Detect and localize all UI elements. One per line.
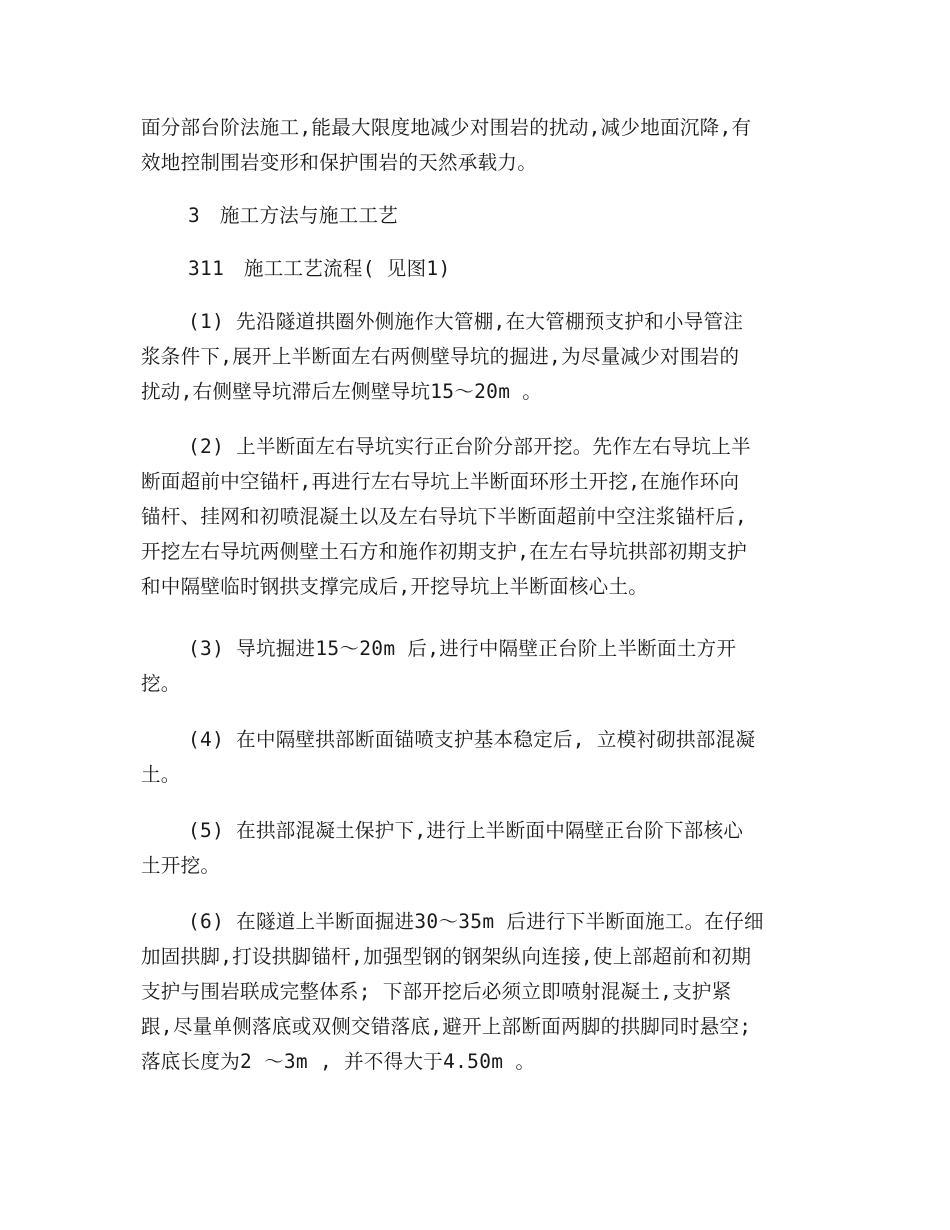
text-line: (3) 导坑掘进15～20m 后,进行中隔壁正台阶上半断面土方开 — [188, 637, 737, 660]
step-2-paragraph — [141, 429, 811, 604]
text-line: (6) 在隧道上半断面掘进30～35m 后进行下半断面施工。在仔细 — [188, 910, 764, 933]
text-line: 支护与围岩联成完整体系; 下部开挖后必须立即喷射混凝土,支护紧 — [141, 980, 732, 1003]
step-4-paragraph — [141, 722, 811, 792]
step-3-paragraph — [141, 631, 811, 701]
text-line: 扰动,右侧壁导坑滞后左侧壁导坑15～20m 。 — [141, 380, 543, 403]
text-line: 土。 — [141, 763, 181, 786]
step-5-paragraph — [141, 813, 811, 883]
text-line: (5) 在拱部混凝土保护下,进行上半断面中隔壁正台阶下部核心 — [188, 819, 744, 842]
text-line: (2) 上半断面左右导坑实行正台阶分部开挖。先作左右导坑上半 — [188, 435, 751, 458]
text-line: 锚杆、挂网和初喷混凝土以及左右导坑下半断面超前中空注浆锚杆后, — [141, 505, 748, 528]
text-line: 面分部台阶法施工,能最大限度地减少对围岩的扰动,减少地面沉降,有 — [141, 116, 752, 139]
text-line: (1) 先沿隧道拱圈外侧施作大管棚,在大管棚预支护和小导管注 — [188, 310, 744, 333]
text-line: 挖。 — [141, 672, 181, 695]
text-line: (4) 在中隔壁拱部断面锚喷支护基本稳定后, 立模衬砌拱部混凝 — [188, 728, 756, 751]
step-6-paragraph — [141, 904, 811, 1079]
text-line: 开挖左右导坑两侧壁土石方和施作初期支护,在左右导坑拱部初期支护 — [141, 540, 748, 563]
text-line: 落底长度为2 ～3m , 并不得大于4.50m 。 — [141, 1050, 536, 1073]
text-line: 加固拱脚,打设拱脚锚杆,加强型钢的钢架纵向连接,使上部超前和初期 — [141, 945, 752, 968]
intro-paragraph — [141, 110, 811, 180]
text-line: 跟,尽量单侧落底或双侧交错落底,避开上部断面两脚的拱脚同时悬空; — [141, 1015, 752, 1038]
text-line: 效地控制围岩变形和保护围岩的天然承载力。 — [141, 151, 538, 174]
text-line: 浆条件下,展开上半断面左右两侧壁导坑的掘进,为尽量减少对围岩的 — [141, 345, 740, 368]
text-line: 和中隔壁临时钢拱支撑完成后,开挖导坑上半断面核心土。 — [141, 575, 649, 598]
section-heading: 3 施工方法与施工工艺 — [188, 204, 399, 227]
text-line: 土开挖。 — [141, 854, 221, 877]
text-line: 断面超前中空锚杆,再进行左右导坑上半断面环形土开挖,在施作环向 — [141, 470, 740, 493]
subsection-heading: 311 施工工艺流程( 见图1) — [188, 257, 451, 280]
step-1-paragraph — [141, 304, 811, 409]
